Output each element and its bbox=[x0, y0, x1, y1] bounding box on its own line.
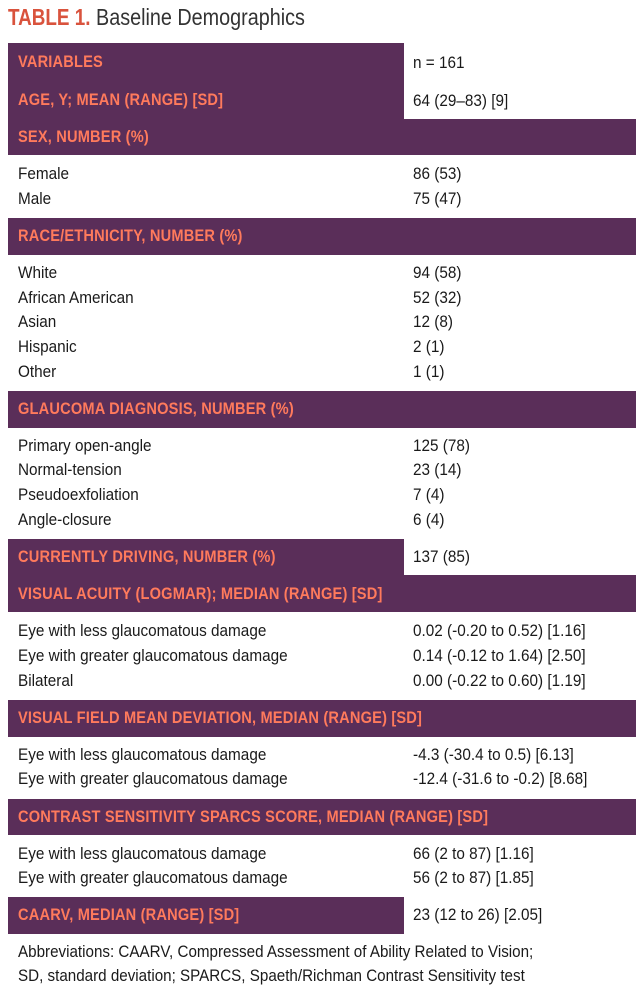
driving-value: 137 (85) bbox=[413, 547, 470, 566]
row-label: Male bbox=[18, 189, 52, 208]
footnote-line-2: SD, standard deviation; SPARCS, Spaeth/Richman Contrast Sensitivity test bbox=[18, 967, 525, 985]
acuity-heading: VISUAL ACUITY (LOGMAR); MEDIAN (RANGE) [SD] bbox=[18, 584, 383, 603]
row-label: Normal-tension bbox=[18, 460, 122, 479]
row-label: Eye with less glaucomatous damage bbox=[18, 745, 267, 764]
row-value: 66 (2 to 87) [1.16] bbox=[413, 844, 534, 863]
caarv-heading: CAARV, MEDIAN (RANGE) [SD] bbox=[18, 905, 240, 924]
row-value: 1 (1) bbox=[413, 362, 445, 381]
table-caption: Baseline Demographics bbox=[96, 4, 305, 30]
row-label: Other bbox=[18, 362, 57, 381]
row-label: Eye with less glaucomatous damage bbox=[18, 621, 267, 640]
row-value: -12.4 (-31.6 to -0.2) [8.68] bbox=[413, 769, 588, 788]
row-value: 125 (78) bbox=[413, 436, 470, 455]
row-value: 0.02 (-0.20 to 0.52) [1.16] bbox=[413, 621, 586, 640]
row-label: Eye with greater glaucomatous damage bbox=[18, 769, 288, 788]
row-value: 86 (53) bbox=[413, 164, 462, 183]
row-label: Female bbox=[18, 164, 70, 183]
row-value: 2 (1) bbox=[413, 337, 445, 356]
table-title bbox=[8, 4, 339, 34]
row-value: 56 (2 to 87) [1.85] bbox=[413, 868, 534, 887]
row-label: Pseudoexfoliation bbox=[18, 485, 139, 504]
age-heading: AGE, Y; MEAN (RANGE) [SD] bbox=[18, 90, 224, 109]
row-value: 0.00 (-0.22 to 0.60) [1.19] bbox=[413, 671, 586, 690]
row-label: White bbox=[18, 263, 58, 282]
row-label: Primary open-angle bbox=[18, 436, 152, 455]
row-label: Eye with less glaucomatous damage bbox=[18, 844, 267, 863]
row-label: Eye with greater glaucomatous damage bbox=[18, 646, 288, 665]
contrast-heading: CONTRAST SENSITIVITY SPARCS SCORE, MEDIAN (RANGE) [SD] bbox=[18, 807, 489, 826]
driving-heading: CURRENTLY DRIVING, NUMBER (%) bbox=[18, 547, 276, 566]
row-value: 7 (4) bbox=[413, 485, 445, 504]
row-label: Hispanic bbox=[18, 337, 77, 356]
row-value: -4.3 (-30.4 to 0.5) [6.13] bbox=[413, 745, 574, 764]
row-label: Eye with greater glaucomatous damage bbox=[18, 868, 288, 887]
sex-heading: SEX, NUMBER (%) bbox=[18, 127, 149, 146]
sample-size: n = 161 bbox=[413, 53, 465, 72]
row-label: Bilateral bbox=[18, 671, 74, 690]
footnote-line-1: Abbreviations: CAARV, Compressed Assessment of Ability Related to Vision; bbox=[18, 943, 534, 961]
row-value: 75 (47) bbox=[413, 189, 462, 208]
row-value: 52 (32) bbox=[413, 288, 462, 307]
variables-heading: VARIABLES bbox=[18, 52, 103, 71]
row-value: 23 (14) bbox=[413, 460, 462, 479]
row-value: 6 (4) bbox=[413, 510, 445, 529]
row-value: 12 (8) bbox=[413, 312, 453, 331]
race-heading: RACE/ETHNICITY, NUMBER (%) bbox=[18, 226, 243, 245]
row-label: Asian bbox=[18, 312, 57, 331]
row-label: African American bbox=[18, 288, 134, 307]
glaucoma-heading: GLAUCOMA DIAGNOSIS, NUMBER (%) bbox=[18, 399, 294, 418]
row-label: Angle-closure bbox=[18, 510, 112, 529]
age-value: 64 (29–83) [9] bbox=[413, 91, 509, 110]
field-heading: VISUAL FIELD MEAN DEVIATION, MEDIAN (RANGE) [SD] bbox=[18, 708, 423, 727]
table-number: TABLE 1. bbox=[8, 4, 91, 30]
row-value: 0.14 (-0.12 to 1.64) [2.50] bbox=[413, 646, 586, 665]
caarv-value: 23 (12 to 26) [2.05] bbox=[413, 905, 543, 924]
row-value: 94 (58) bbox=[413, 263, 462, 282]
